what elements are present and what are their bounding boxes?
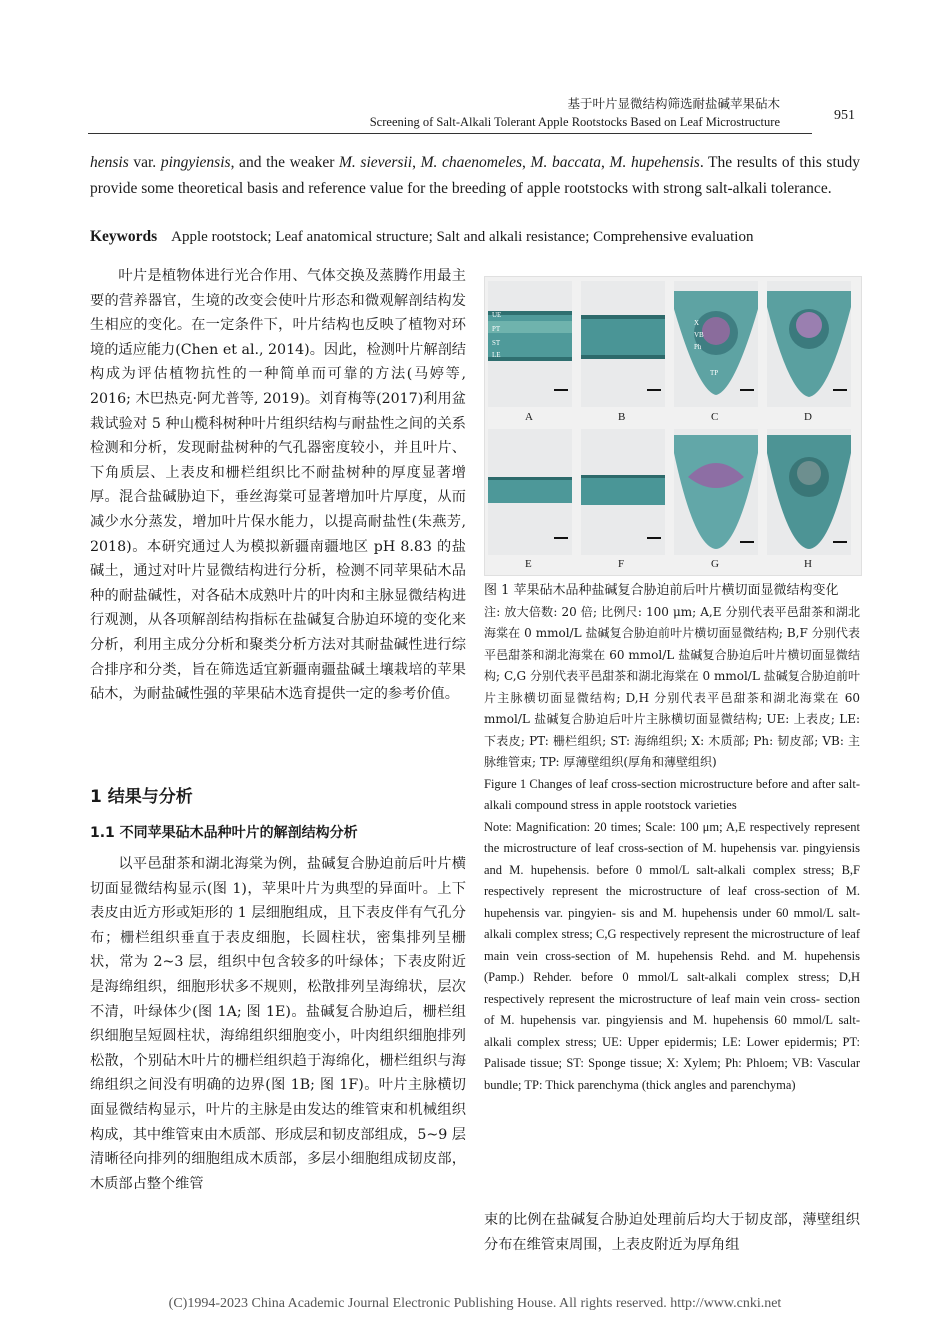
anno-label: TP: [710, 369, 719, 377]
micrograph-panel: [488, 429, 572, 555]
header-title-cn: 基于叶片显微结构筛选耐盐碱苹果砧木: [567, 96, 780, 111]
continuation-paragraph: 束的比例在盐碱复合胁迫处理前后均大于韧皮部，薄壁组织分布在维管束周围，上表皮附近为厚角组: [484, 1212, 860, 1253]
abs-frag: M. chaenomeles: [420, 154, 523, 171]
caption-cn-title: 图 1 苹果砧木品种盐碱复合胁迫前后叶片横切面显微结构变化: [484, 583, 839, 598]
abs-frag: ,: [522, 154, 531, 171]
anno-label: VB: [694, 331, 704, 339]
caption-en-title: Figure 1 Changes of leaf cross-section microstructure before and after salt-alkali compound stress in apple rootstock varieties: [484, 776, 860, 812]
micrograph-panel: [488, 281, 572, 407]
anno-label: ST: [492, 339, 501, 347]
abstract-continuation: [90, 150, 860, 202]
abs-frag: var.: [128, 154, 161, 171]
panel-label: A: [525, 411, 533, 423]
caption-en-note: Note: Magnification: 20 times; Scale: 100 μm; A,E respectively represent the microstructure of leaf cross-section of M. hupehensis var. pingyiensis and M. hupehensis. before 0 mmol/L salt-alkali complex stress; B,F respectively represent the microstructure of leaf cross-section of M. hupehensis var. pingyien- sis and M. hupehensis under 60 mmol/L salt-alkali complex stress; C,G respectively represent the microstructure of leaf main vein cross-section of M. hupehensis Rehd. and M. hupehensis (Pamp.) Rehder. before 0 mmol/L salt-alkali complex stress; D,H respectively represent the microstructure of leaf main vein cross- section of M. hupehensis var. pingyiensis and M. hupehensis 60 mmol/L salt-alkali complex stress; UE: Upper epidermis; LE: Lower epidermis; PT: Palisade tissue; ST: Sponge tissue; X: Xylem; Ph: Phloem; VB: Vascular bundle; TP: Thick parenchyma (thick angles and parenchyma): [484, 819, 860, 1092]
abs-frag: M. baccata: [530, 154, 602, 171]
copyright-footer: (C)1994-2023 China Academic Journal Electronic Publishing House. All rights reserved. http://www.cnki.net: [168, 1296, 782, 1311]
panel-label: B: [618, 411, 626, 423]
micrograph-panel: [581, 429, 665, 555]
panel-label: G: [711, 558, 719, 570]
right-column-continuation: [484, 1208, 860, 1257]
abs-frag: pingyiensis: [160, 154, 231, 171]
caption-cn-note: 注: 放大倍数: 20 倍; 比例尺: 100 μm; A,E 分别代表平邑甜茶和湖北海棠在 0 mmol/L 盐碱复合胁迫前叶片横切面显微结构; B,F 分别代表平邑甜茶和湖北海棠在 60 mmol/L 盐碱复合胁迫后叶片横切面显微结构; C,G 分别代表平邑甜茶和湖北海棠在 0 mmol/L 盐碱复合胁迫前叶片主脉横切面显微结构; D,H 分别代表平邑甜茶和湖北海棠在 60 mmol/L 盐碱复合胁迫后叶片主脉横切面显微结构; UE: 上表皮; LE: 下表皮; PT: 栅栏组织; ST: 海绵组织; X: 木质部; Ph: 韧皮部; VB: 主脉维管束; TP: 厚薄壁组织(厚角和薄壁组织): [484, 604, 860, 769]
intro-section: [90, 264, 466, 707]
abs-frag: M. hupehensis: [609, 154, 700, 171]
keywords: [90, 228, 753, 246]
page-number: 951: [834, 108, 855, 123]
micrograph-panel: [674, 429, 758, 555]
section-1-1-paragraph: 以平邑甜茶和湖北海棠为例，盐碱复合胁迫前后叶片横切面显微结构显示(图 1)，苹果叶片为典型的异面叶。上下表皮由近方形或矩形的 1 层细胞组成，且下表皮伴有气孔分布；栅栏组织垂直于表皮细胞，长圆柱状，密集排列呈栅状，常为 2~3 层，组织中包含较多的叶绿体；下表皮附近是海绵组织，细胞形状多不规则，松散排列呈海绵状，层次不清，叶绿体少(图 1A; 图 1E)。盐碱复合胁迫后，栅栏组织细胞呈短圆柱状，海绵组织细胞变小，叶肉组织细胞排列松散，个别砧木叶片的栅栏组织趋于海绵化，栅栏组织与海绵组织之间没有明确的边界(图 1B; 图 1F)。叶片主脉横切面显微结构显示，叶片的主脉是由发达的维管束和机械组织构成，其中维管束由木质部、形成层和韧皮部组成，5~9 层清晰径向排列的细胞组成木质部，多层小细胞组成韧皮部，木质部占整个维管: [90, 856, 466, 1192]
panel-label: D: [804, 411, 812, 423]
abs-frag: ,: [412, 154, 421, 171]
abs-frag: , and the weaker: [230, 154, 339, 171]
micrograph-panel: [581, 281, 665, 407]
abs-frag: M. sieversii: [339, 154, 413, 171]
running-header: [370, 94, 780, 132]
panel-label: C: [711, 411, 719, 423]
abs-frag: hensis: [90, 154, 129, 171]
anno-label: LE: [492, 351, 501, 359]
micrograph-panel: [674, 281, 758, 407]
panel-label: H: [804, 558, 812, 570]
anno-label: PT: [492, 325, 501, 333]
header-rule: [88, 133, 812, 134]
section-1-1-body: [90, 852, 466, 1196]
figure-1: [484, 276, 862, 576]
panel-label: E: [525, 558, 532, 570]
keywords-label: Keywords: [90, 228, 158, 245]
micrograph-panel: [767, 281, 851, 407]
abs-frag: . The results of this study provide some theoretical basis and reference value for the breeding of apple rootstocks with strong salt-alkali tolerance.: [90, 154, 861, 197]
abs-frag: ,: [601, 154, 610, 171]
section-heading-1-1: 1.1 不同苹果砧木品种叶片的解剖结构分析: [90, 825, 358, 841]
intro-paragraph: 叶片是植物体进行光合作用、气体交换及蒸腾作用最主要的营养器官，生境的改变会使叶片形态和微观解剖结构发生相应的变化。在一定条件下，叶片结构也反映了植物对环境的适应能力(Chen et al., 2014)。因此，检测叶片解剖结构成为评估植物抗性的一种简单而可靠的方法(马婷等, 2016; 木巴热克·阿尤普等, 2019)。刘育梅等(2017)利用盆栽试验对 5 种山榄科树种叶片组织结构与耐盐性之间的关系检测和分析，发现耐盐树种的气孔器密度较小，并且叶片、下角质层、上表皮和栅栏组织比不耐盐树种的厚度显著增厚。混合盐碱胁迫下，垂丝海棠可显著增加叶片厚度，从而减少水分蒸发，增加叶片保水能力，以提高耐盐性(朱燕芳, 2018)。本研究通过人为模拟新疆南疆地区 pH 8.83 的盐碱土，通过对叶片显微结构进行分析，检测不同苹果砧木品种的耐盐碱性，对各砧木成熟叶片的叶肉和主脉显微结构进行观测，从各项解剖结构指标在盐碱复合胁迫环境的变化来分析，利用主成分分析和聚类分析方法对其耐盐碱性进行综合排序和分类，旨在筛选适宜新疆南疆盐碱土壤栽培的苹果砧木，为耐盐碱性强的苹果砧木选育提供一定的参考价值。: [90, 268, 466, 703]
anno-label: X: [694, 319, 700, 327]
header-title-en: Screening of Salt-Alkali Tolerant Apple Rootstocks Based on Leaf Microstructure: [369, 115, 780, 129]
keywords-text: Apple rootstock; Leaf anatomical structure; Salt and alkali resistance; Comprehensive evaluation: [171, 229, 754, 245]
anno-label: Ph: [694, 343, 702, 351]
panel-label: F: [618, 558, 625, 570]
anno-label: UE: [492, 311, 502, 319]
micrograph-panel: [767, 429, 851, 555]
figure-caption: [484, 580, 860, 1096]
section-heading-1: 1 结果与分析: [90, 787, 193, 807]
